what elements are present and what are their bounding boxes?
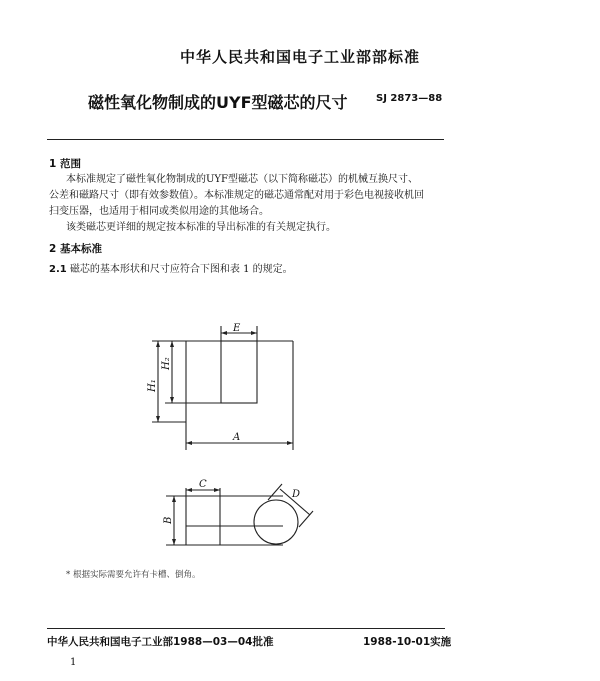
section-1-heading: 1 范围 — [49, 158, 81, 170]
A-arrow-right — [287, 441, 293, 445]
E-arrow-right — [251, 331, 257, 335]
H1-arrow-top — [170, 341, 174, 347]
section-1-paragraph-line-3: 扫变压器，也适用于相同或类似用途的其他场合。 — [49, 206, 269, 217]
document-title: 磁性氧化物制成的UYF型磁芯的尺寸 — [88, 93, 348, 112]
H1-arrow-bottom — [170, 397, 174, 403]
D-extension-right — [299, 511, 313, 527]
section-1-paragraph-line-1: 本标准规定了磁性氧化物制成的UYF型磁芯（以下简称磁芯）的机械互换尺寸、 — [66, 174, 418, 185]
H2-arrow-bottom — [156, 416, 160, 422]
clause-number: 2.1 — [49, 264, 67, 275]
section-1-paragraph-2: 该类磁芯更详细的规定按本标准的导出标准的有关规定执行。 — [66, 222, 336, 233]
dimension-label-E: E — [233, 323, 241, 334]
dimension-label-D: D — [292, 489, 301, 500]
dimension-label-H2: H₂ — [161, 357, 172, 370]
figure-note: * 根据实际需要允许有卡槽、倒角。 — [66, 570, 201, 580]
page-number: 1 — [70, 657, 77, 668]
dimension-label-B: B — [163, 516, 174, 524]
section-1-paragraph-line-2: 公差和磁路尺寸（即有效参数值）。本标准规定的磁芯通常配对用于彩色电视接收机回 — [49, 190, 424, 201]
E-arrow-left — [221, 331, 227, 335]
round-leg-circle — [254, 500, 298, 544]
clause-text: 磁芯的基本形状和尺寸应符合下图和表 1 的规定。 — [69, 264, 293, 275]
section-2-heading: 2 基本标准 — [49, 243, 102, 255]
A-arrow-left — [186, 441, 192, 445]
dimension-label-C: C — [199, 479, 207, 490]
B-arrow-bottom — [172, 539, 176, 545]
effective-date: 1988-10-01实施 — [363, 636, 452, 648]
dimension-label-H1: H₁ — [147, 379, 158, 392]
standard-code: SJ 2873—88 — [376, 93, 443, 104]
C-arrow-right — [214, 488, 220, 492]
issuing-organization: 中华人民共和国电子工业部部标准 — [179, 48, 420, 66]
C-arrow-left — [186, 488, 192, 492]
dimension-label-A: A — [233, 432, 241, 443]
approval-statement: 中华人民共和国电子工业部1988—03—04批准 — [47, 636, 274, 648]
B-arrow-top — [172, 496, 176, 502]
H2-arrow-top — [156, 341, 160, 347]
center-leg-outline — [221, 341, 257, 403]
D-extension-left — [268, 484, 282, 500]
footer-rule — [47, 628, 445, 629]
